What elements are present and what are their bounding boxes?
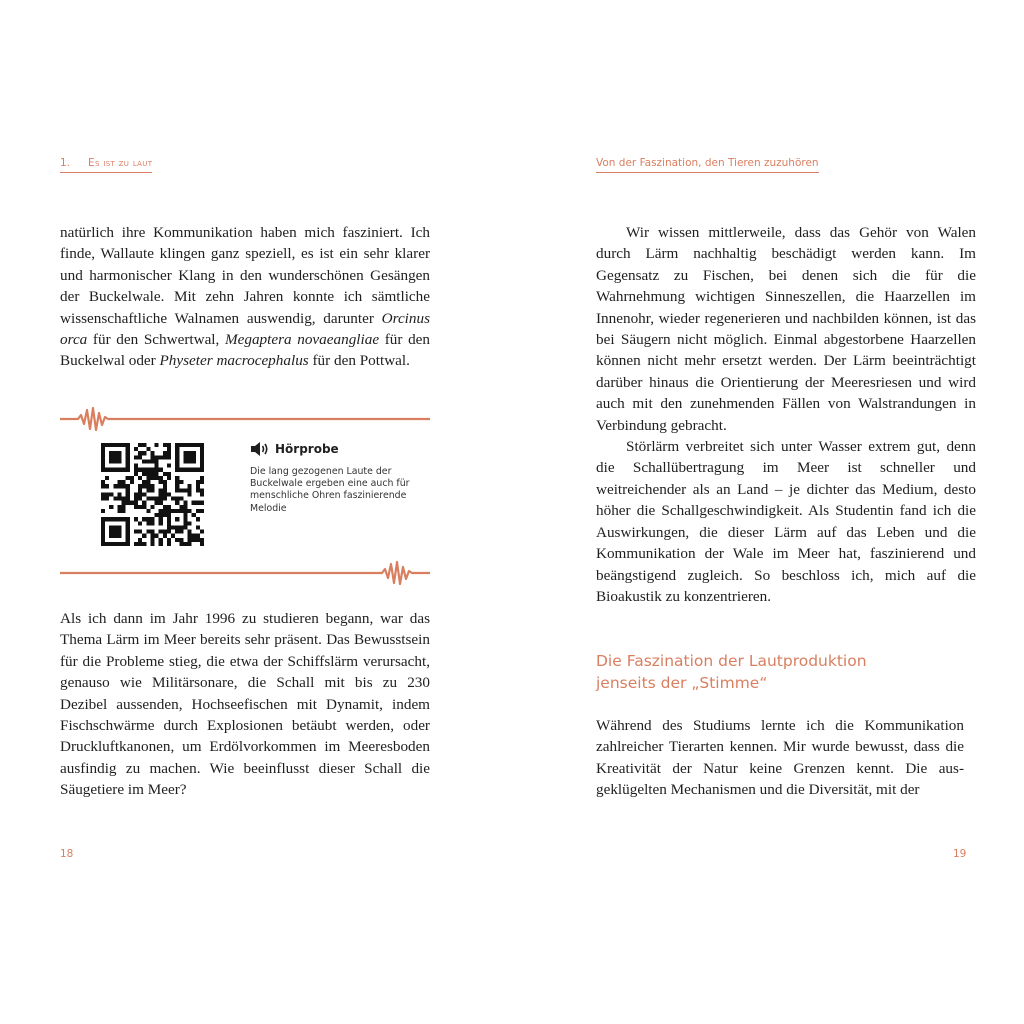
- wave-divider-bottom: [60, 558, 430, 588]
- speaker-icon[interactable]: [250, 441, 270, 457]
- paragraph: Störlärm verbreitet sich unter Wasser extrem gut, denn die Schallübertragung im Meer ist schneller und weitreichender als an Land – je dichter das Medium, desto höher die Schallgeschwindigkeit. Als Studentin fand ich die Auswirkungen, die dieser Lärm auf das Leben und die Kommunikation der Wale im Meer hat, faszinierend und beängstigend zugleich. So beschloss ich, mich auf die Bioakustik zu konzentrieren.: [596, 438, 976, 605]
- paragraph: Als ich dann im Jahr 1996 zu studieren begann, war das Thema Lärm im Meer bereits sehr präsent. Das Bewusstsein für die Probleme stieg, die etwa der Schiffslärm verursacht, genauso wie Militärsonare, die Schall mit bis zu 230 Dezibel aussenden, Hochseefischen mit Dynamit, indem Fischschwärme durch Explosionen betäubt werden, oder Druckluftkanonen, um Erdölvorkommen im Meeresboden ausfindig zu machen. Wie beeinflusst dieser Schall die Säugetiere im Meer?: [60, 610, 430, 799]
- body-text-right-top: [596, 222, 976, 607]
- chapter-number: 1.: [60, 157, 71, 169]
- section-heading-line2: jenseits der „Stimme“: [596, 674, 768, 692]
- qr-code[interactable]: [101, 443, 204, 546]
- running-head-left: [60, 157, 152, 173]
- running-head-right: Von der Faszination, den Tieren zuzuhören: [596, 157, 819, 173]
- audio-title: [250, 440, 425, 458]
- chapter-title: Es ist zu laut: [88, 157, 153, 169]
- body-text-right-bottom: [596, 715, 964, 801]
- right-page: [512, 0, 1024, 1024]
- page-number-right: 19: [953, 848, 967, 860]
- paragraph: Während des Studiums lernte ich die Kommunikation zahlreicher Tierarten kennen. Mir wurde bewusst, dass die Kreativität der Natur keine Grenzen kennt. Die ausgeklügelten Mechanismen und die Diversität, mit der: [596, 717, 964, 799]
- body-text-top: [60, 222, 430, 372]
- audio-description: Die lang gezogenen Laute der Buckelwale ergeben eine auch für menschliche Ohren faszinierende Melodie: [250, 466, 410, 514]
- audio-title-label: Hörprobe: [275, 442, 339, 456]
- paragraph: Wir wissen mittlerweile, dass das Gehör von Walen durch Lärm nachhaltig beschädigt werden kann. Im Gegensatz zu Fischen, bei denen sich die für die Wahrnehmung wichtigen Sinneszellen, die Haarzellen im Innenohr, wieder regenerieren und nachbilden können, ist das bei Säugern nicht möglich. Einmal abgestorbene Haarzellen können nicht mehr ersetzt werden. Der Lärm beeinträchtigt darüber hinaus die Orientierung der Meeresriesen und wird auch mit den zunehmenden Fällen von Walstrandungen in Verbindung gebracht.: [596, 224, 976, 434]
- wave-divider-top: [60, 404, 430, 434]
- body-text-bottom: [60, 608, 430, 801]
- section-heading-line1: Die Faszination der Lautproduktion: [596, 652, 867, 670]
- audio-sample-box: [250, 440, 425, 515]
- section-heading: [596, 650, 956, 694]
- page-number-left: 18: [60, 848, 74, 860]
- paragraph: natürlich ihre Kommunikation haben mich fasziniert. Ich finde, Wallaute klingen ganz speziell, es ist ein sehr klarer und harmonischer Klang in den wunderschönen Gesängen der Buckelwale. Mit zehn Jahren konnte ich sämtliche wissenschaftliche Walnamen auswendig, darunter Orcinus orca für den Schwertwal, Megaptera novaeangliae für den Buckelwal oder Physeter macrocephalus für den Pottwal.: [60, 224, 430, 370]
